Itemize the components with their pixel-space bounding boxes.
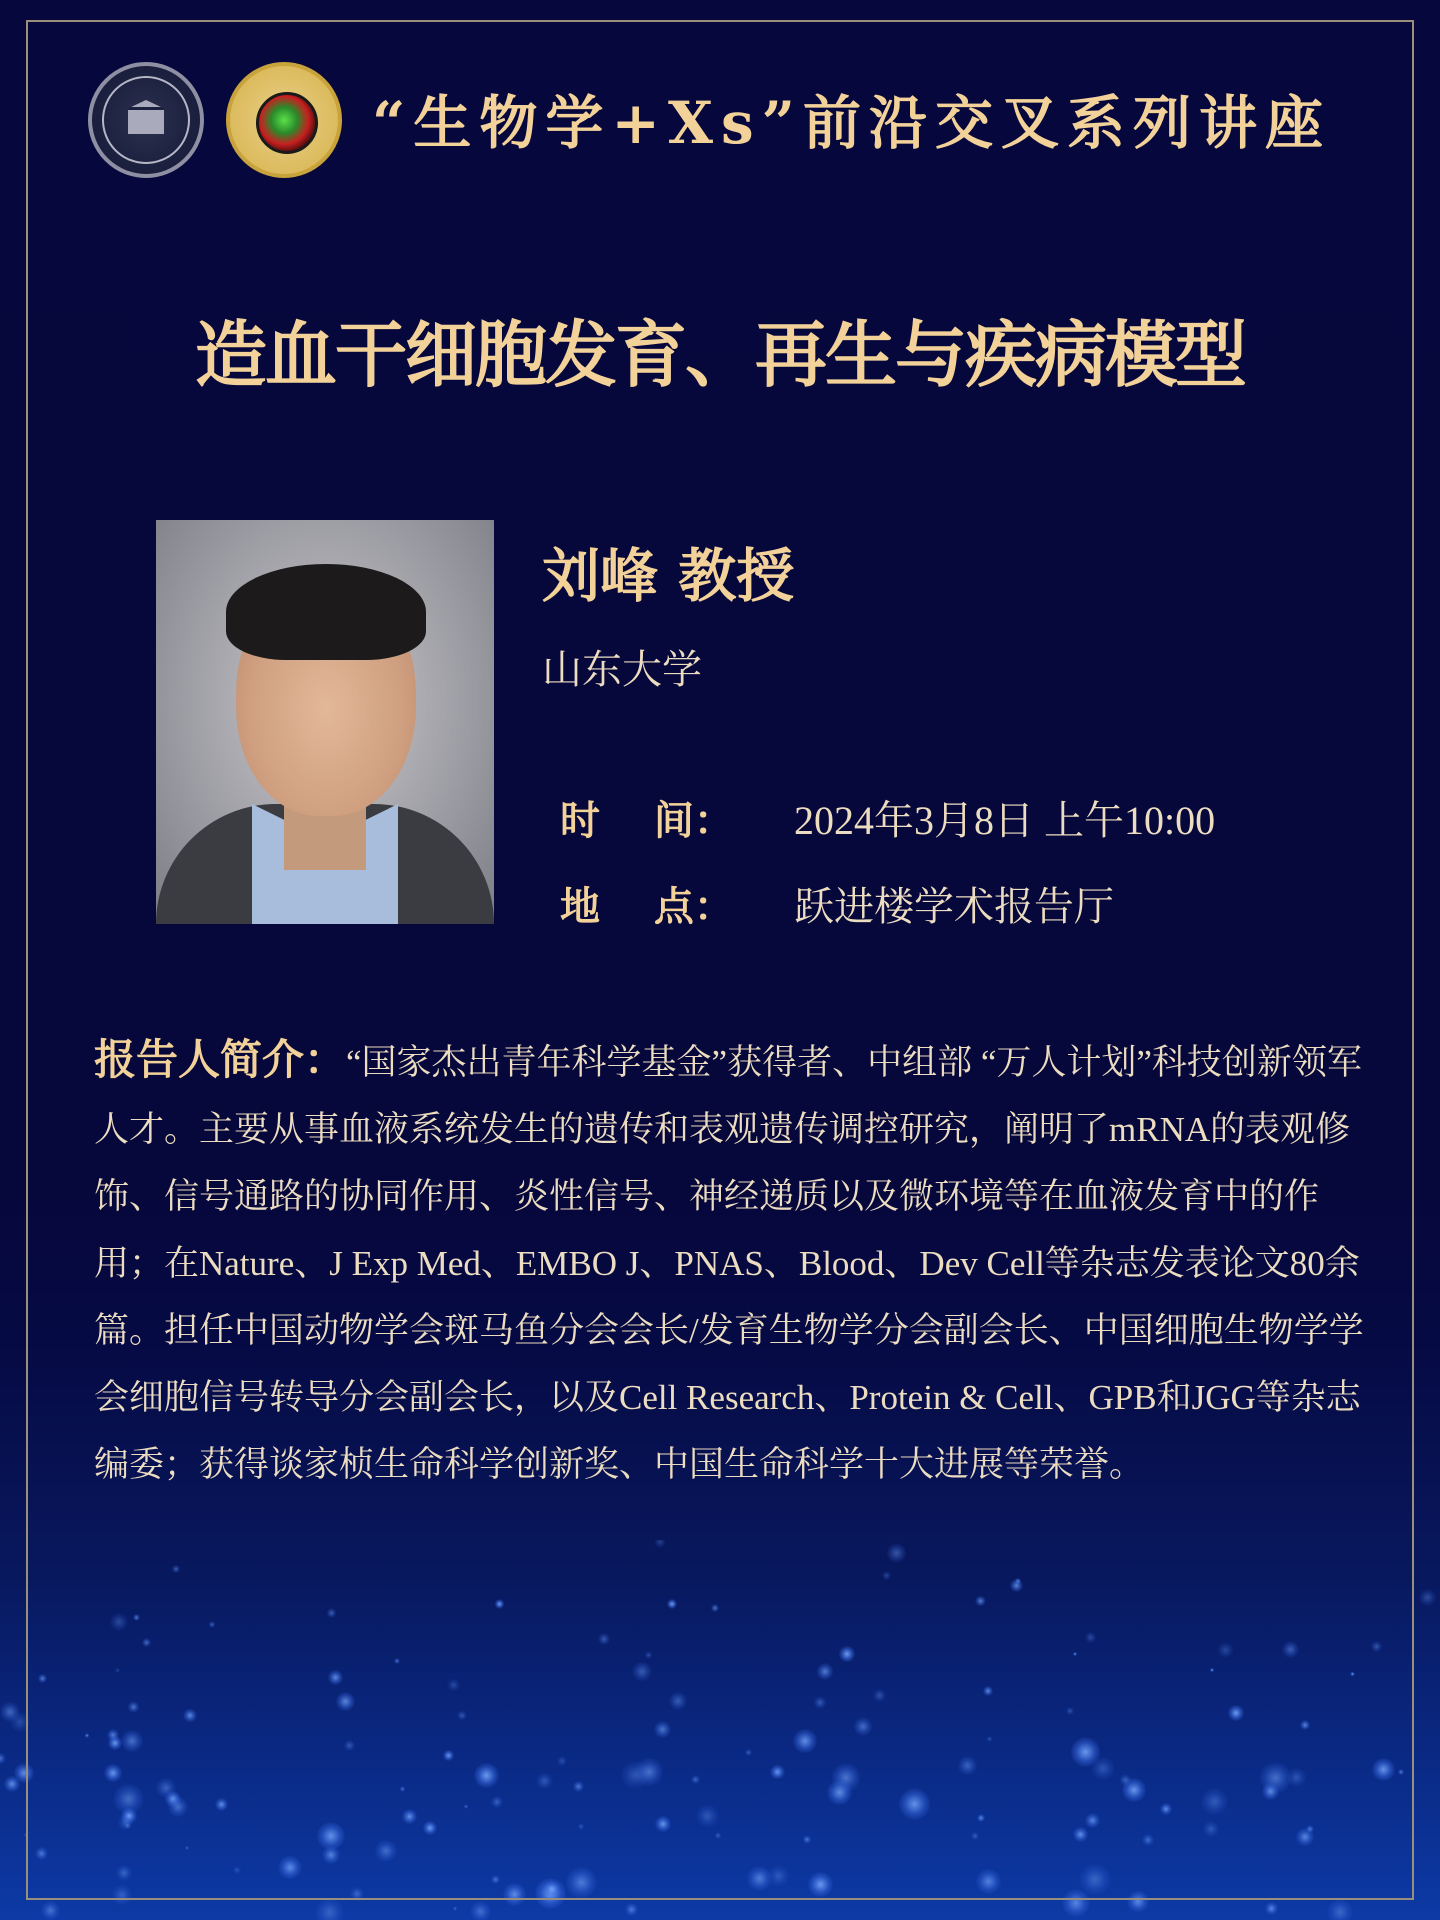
bokeh-dot: [423, 1821, 437, 1835]
bokeh-dot: [503, 1883, 526, 1906]
bokeh-dot: [1079, 1864, 1111, 1896]
bokeh-dot: [1120, 1774, 1131, 1785]
bokeh-dot: [457, 1711, 467, 1721]
bokeh-dot: [696, 1805, 719, 1828]
bokeh-glitter-background: [0, 1540, 1440, 1920]
bokeh-dot: [1327, 1899, 1353, 1920]
bokeh-dot: [14, 1763, 33, 1782]
lecture-title: 造血干细胞发育、再生与疾病模型: [194, 313, 1245, 397]
bokeh-dot: [1350, 1672, 1355, 1677]
bokeh-dot: [491, 1796, 503, 1808]
bokeh-dot: [1062, 1889, 1090, 1917]
bokeh-dot: [336, 1692, 355, 1711]
bokeh-dot: [470, 1901, 491, 1920]
bokeh-dot: [394, 1658, 401, 1665]
bokeh-dot: [110, 1613, 128, 1631]
bokeh-dot: [975, 1596, 986, 1607]
bokeh-dot: [133, 1614, 140, 1621]
bokeh-dot: [654, 1540, 666, 1548]
bokeh-dot: [770, 1765, 785, 1780]
bokeh-dot: [745, 1749, 752, 1756]
speaker-photo: [156, 520, 494, 924]
bokeh-dot: [1218, 1642, 1234, 1658]
lab-cell-emblem: [256, 92, 318, 154]
bokeh-dot: [1287, 1768, 1306, 1787]
bokeh-dot: [817, 1663, 834, 1680]
university-seal-logo: [88, 62, 204, 178]
bokeh-dot: [557, 1756, 567, 1766]
bokeh-dot: [655, 1816, 671, 1832]
bokeh-dot: [128, 1701, 140, 1713]
bokeh-dot: [185, 1846, 189, 1850]
bokeh-dot: [839, 1646, 855, 1662]
bokeh-dot: [977, 1814, 985, 1822]
bokeh-dot: [142, 1638, 151, 1647]
bokeh-dot: [803, 1835, 811, 1843]
bokeh-dot: [958, 1756, 977, 1775]
bokeh-dot: [598, 1633, 610, 1645]
bokeh-dot: [447, 1679, 459, 1691]
bokeh-dot: [971, 1832, 979, 1840]
bokeh-dot: [566, 1867, 597, 1898]
bokeh-dot: [183, 1709, 196, 1722]
bokeh-dot: [344, 1740, 355, 1751]
state-key-lab-logo: [226, 62, 342, 178]
place-value: 跃进楼学术报告厅: [794, 884, 1114, 929]
bokeh-dot: [1160, 1803, 1172, 1815]
bokeh-dot: [814, 1696, 826, 1708]
bokeh-dot: [1091, 1757, 1115, 1781]
bokeh-dot: [1228, 1705, 1244, 1721]
bokeh-dot: [1201, 1788, 1228, 1815]
bokeh-dot: [10, 1712, 30, 1732]
bokeh-dot: [669, 1692, 687, 1710]
bio-label: 报告人简介：: [94, 1035, 347, 1084]
bokeh-dot: [1282, 1641, 1299, 1658]
speaker-name: 刘峰 教授: [542, 542, 795, 610]
time-value: 2024年3月8日 上午10:00: [794, 798, 1216, 843]
bokeh-dot: [882, 1571, 891, 1580]
bokeh-dot: [544, 1881, 560, 1897]
bokeh-dot: [1073, 1827, 1088, 1842]
bokeh-dot: [400, 1786, 405, 1791]
time-label: 时 间：: [560, 798, 734, 844]
bokeh-dot: [443, 1750, 454, 1761]
bokeh-dot: [793, 1729, 817, 1753]
bokeh-dot: [854, 1717, 873, 1736]
bokeh-dot: [322, 1846, 340, 1864]
bokeh-dot: [1372, 1758, 1395, 1781]
bio-text: “国家杰出青年科学基金”获得者、中组部 “万人计划”科技创新领军人才。主要从事血液系统发生的遗传和表观遗传调控研究，阐明了mRNA的表观修饰、信号通路的协同作用、炎性信号、神经递质以及微环境等在血液发育中的作用；在Nature、J Exp Med、EMBO J、PNAS、Blood、Dev Cell等杂志发表论文80余篇。担任中国动物学会斑马鱼分会会长/发育生物学分会副会长、中国细胞生物学学会细胞信号转导分会副会长，以及Cell Research、Protein & Cell、GPB和JGG等杂志编委；获得谈家桢生命科学创新奖、中国生命科学十大进展等荣誉。: [94, 1043, 1364, 1484]
bokeh-dot: [976, 1869, 1001, 1894]
bokeh-dot: [116, 1865, 132, 1881]
bokeh-dot: [987, 1736, 993, 1742]
bokeh-dot: [573, 1781, 584, 1792]
bokeh-dot: [1066, 1707, 1074, 1715]
bokeh-dot: [1265, 1902, 1278, 1915]
bokeh-dot: [1203, 1821, 1218, 1836]
bokeh-dot: [464, 1804, 469, 1809]
bokeh-dot: [402, 1809, 418, 1825]
place-label: 地 点：: [560, 884, 734, 930]
bokeh-dot: [113, 1784, 143, 1814]
bokeh-dot: [112, 1885, 132, 1905]
bokeh-dot: [115, 1668, 120, 1673]
bokeh-dot: [233, 1866, 241, 1874]
bokeh-dot: [887, 1543, 907, 1563]
bokeh-dot: [35, 1847, 48, 1860]
bokeh-dot: [625, 1903, 638, 1916]
bokeh-dot: [453, 1906, 457, 1910]
bokeh-dot: [1073, 1652, 1077, 1656]
bokeh-dot: [711, 1604, 719, 1612]
bokeh-dot: [1085, 1813, 1100, 1828]
bokeh-dot: [104, 1764, 122, 1782]
bokeh-dot: [124, 1822, 131, 1829]
bokeh-dot: [491, 1875, 500, 1884]
bokeh-dot: [41, 1901, 59, 1919]
speaker-bio: [94, 1026, 1374, 1498]
bokeh-dot: [0, 1753, 6, 1765]
bokeh-dot: [172, 1565, 180, 1573]
bokeh-dot: [667, 1599, 677, 1609]
bokeh-dot: [1262, 1783, 1278, 1799]
bokeh-dot: [1419, 1589, 1436, 1606]
bokeh-dot: [209, 1621, 215, 1627]
bokeh-dot: [808, 1872, 833, 1897]
bokeh-dot: [215, 1798, 228, 1811]
speaker-affiliation: 山东大学: [542, 647, 702, 693]
bokeh-dot: [1010, 1579, 1023, 1592]
bokeh-dot: [715, 1832, 721, 1838]
bokeh-dot: [328, 1670, 343, 1685]
bokeh-dot: [899, 1788, 931, 1820]
bokeh-dot: [1127, 1891, 1148, 1912]
bokeh-dot: [350, 1887, 364, 1901]
bokeh-dot: [375, 1840, 397, 1862]
bokeh-dot: [24, 1833, 28, 1837]
bokeh-dot: [873, 1689, 886, 1702]
bokeh-dot: [578, 1823, 584, 1829]
bokeh-dot: [278, 1856, 301, 1879]
bokeh-dot: [38, 1674, 47, 1683]
photo-hair: [226, 564, 426, 660]
bokeh-dot: [983, 1686, 993, 1696]
bokeh-dot: [1210, 1668, 1214, 1672]
bokeh-dot: [327, 1608, 337, 1618]
bokeh-dot: [632, 1662, 652, 1682]
bokeh-dot: [495, 1599, 505, 1609]
bokeh-dot: [474, 1763, 499, 1788]
bokeh-dot: [315, 1898, 344, 1920]
bokeh-dot: [1300, 1720, 1310, 1730]
bokeh-dot: [85, 1733, 89, 1737]
bokeh-dot: [168, 1797, 188, 1817]
bokeh-dot: [1085, 1632, 1096, 1643]
bokeh-dot: [1398, 1769, 1404, 1775]
bokeh-dot: [536, 1773, 552, 1789]
bokeh-dot: [654, 1721, 671, 1738]
bokeh-dot: [1371, 1641, 1382, 1652]
bokeh-dot: [1142, 1834, 1154, 1846]
bokeh-dot: [768, 1865, 789, 1886]
bokeh-dot: [645, 1651, 653, 1659]
bokeh-dot: [107, 1729, 119, 1741]
series-title: “生物学+Xs”前沿交叉系列讲座: [372, 89, 1331, 157]
bokeh-dot: [121, 1730, 143, 1752]
bokeh-dot: [1306, 1825, 1314, 1833]
bokeh-dot: [691, 1775, 699, 1783]
bokeh-dot: [827, 1780, 852, 1805]
